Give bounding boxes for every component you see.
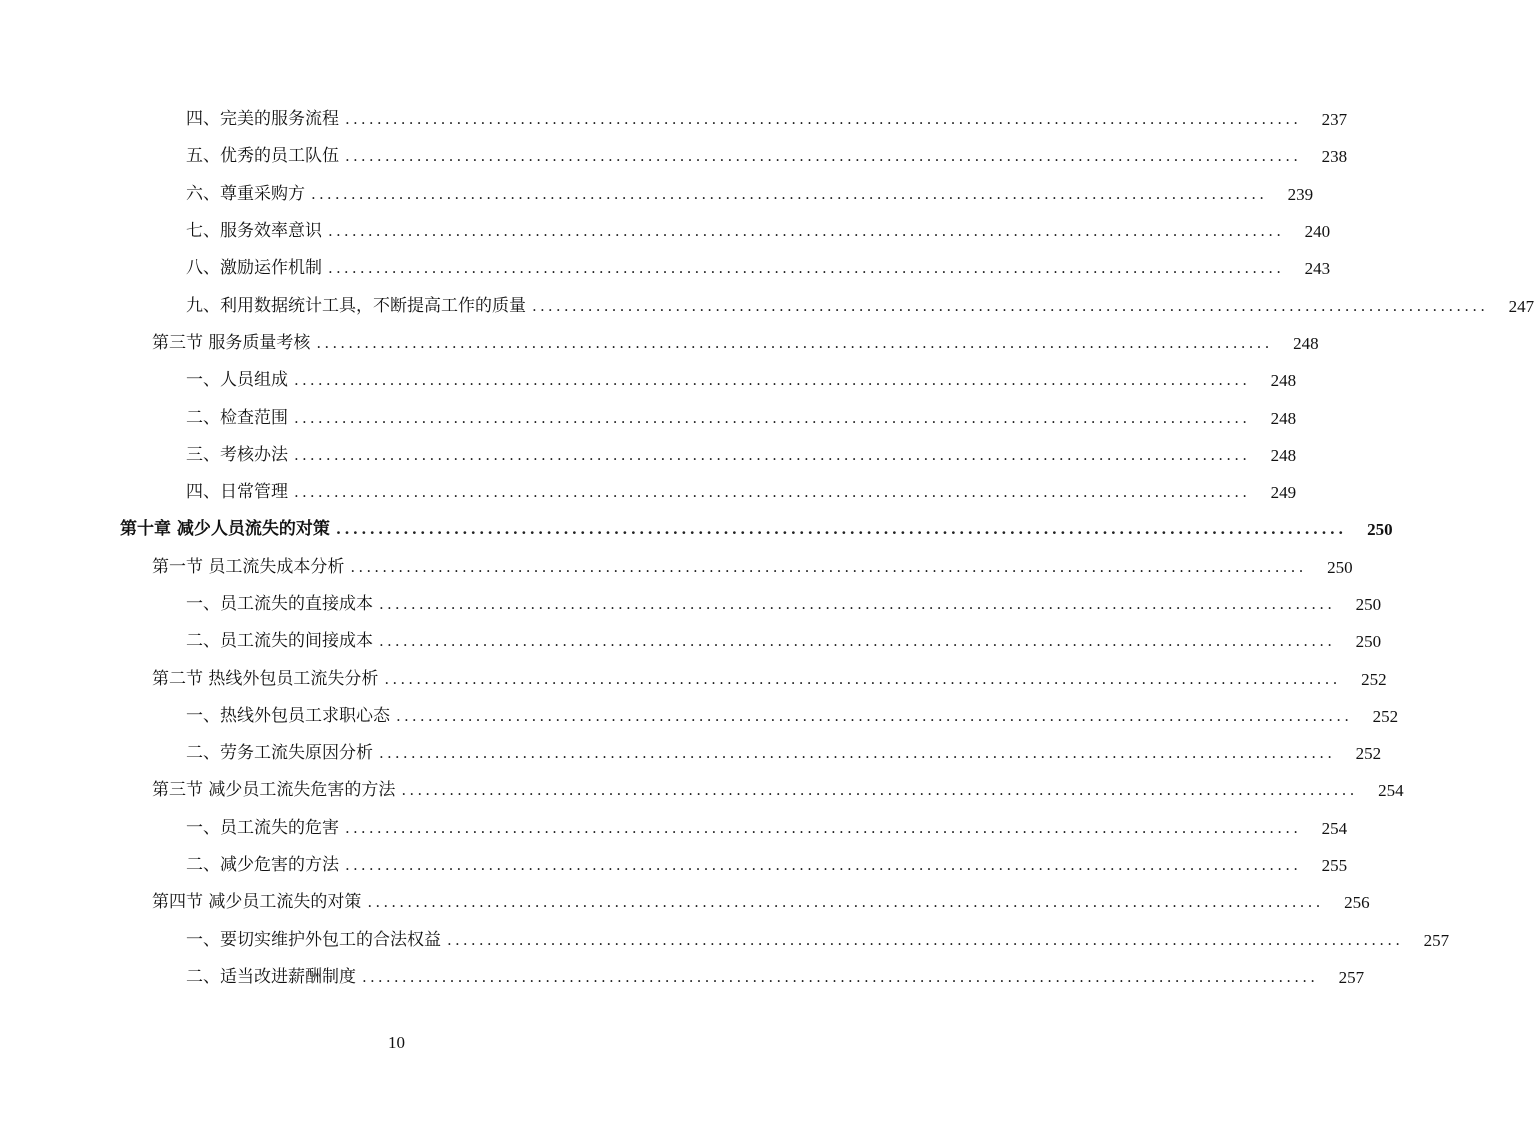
toc-entry-title: 九、利用数据统计工具，不断提高工作的质量	[186, 295, 526, 316]
dot-leader: ........................................................................................................................	[345, 856, 1302, 875]
toc-entry-page: 252	[1361, 669, 1387, 689]
toc-entry-item	[0, 810, 1348, 847]
toc-entry-title: 二、减少危害的方法	[186, 855, 339, 876]
toc-entry-item	[0, 847, 1348, 884]
toc-entry-item	[0, 437, 1297, 474]
toc-entry-section	[0, 549, 1353, 586]
toc-entry-title: 四、日常管理	[186, 482, 288, 503]
dot-leader: ........................................................................................................................	[362, 967, 1319, 986]
toc-entry-title: 一、员工流失的危害	[186, 817, 339, 838]
dot-leader: ........................................................................................................................	[345, 818, 1302, 837]
toc-entry-item	[0, 362, 1297, 399]
dot-leader: ........................................................................................................................	[311, 184, 1268, 203]
toc-entry-section	[0, 884, 1370, 921]
toc-entry-item	[0, 623, 1382, 660]
dot-leader: ........................................................................................................................	[328, 222, 1285, 241]
toc-entry-page: 248	[1293, 333, 1319, 353]
toc-entry-page: 239	[1287, 184, 1314, 204]
toc-entry-page: 256	[1344, 893, 1370, 913]
dot-leader: ........................................................................................................................	[294, 445, 1251, 464]
toc-entry-title: 第十章 减少人员流失的对策	[120, 519, 330, 540]
page-number: 10	[388, 1033, 405, 1052]
toc-entry-page: 252	[1372, 706, 1399, 726]
toc-entry-page: 250	[1355, 632, 1382, 652]
dot-leader: ........................................................................................................................	[384, 669, 1341, 688]
toc-entry-chapter	[0, 511, 1393, 548]
toc-entry-page: 249	[1270, 483, 1297, 503]
toc-entry-item	[0, 138, 1348, 175]
toc-entry-title: 一、热线外包员工求职心态	[186, 705, 390, 726]
toc-entry-page: 248	[1270, 371, 1297, 391]
toc-entry-page: 250	[1355, 595, 1382, 614]
toc-entry-title: 第二节 热线外包员工流失分析	[152, 668, 379, 689]
dot-leader: ........................................................................................................................	[396, 706, 1353, 725]
toc-entry-title: 四、完美的服务流程	[186, 109, 339, 130]
toc-entry-page: 250	[1327, 557, 1353, 577]
dot-leader: ........................................................................................................................	[350, 557, 1307, 576]
toc-entry-title: 五、优秀的员工队伍	[186, 146, 339, 167]
toc-entry-page: 243	[1304, 259, 1331, 279]
toc-entry-title: 三、考核办法	[186, 444, 288, 465]
dot-leader: ........................................................................................................................	[345, 110, 1302, 129]
toc-entry-page: 250	[1367, 520, 1393, 540]
toc-entry-page: 237	[1321, 110, 1348, 130]
toc-entry-title: 六、尊重采购方	[186, 183, 305, 204]
toc-entry-title: 第三节 服务质量考核	[152, 332, 311, 353]
toc-entry-section	[0, 660, 1387, 697]
toc-entry-title: 第三节 减少员工流失危害的方法	[152, 780, 396, 801]
toc-entry-title: 八、激励运作机制	[186, 258, 322, 279]
dot-leader: ........................................................................................................................	[532, 296, 1489, 315]
dot-leader: ........................................................................................................................	[328, 259, 1285, 278]
toc-entry-item	[0, 176, 1314, 213]
table-of-contents	[0, 101, 1534, 996]
toc-entry-item	[0, 399, 1297, 436]
dot-leader: ........................................................................................................................	[335, 520, 1347, 539]
toc-entry-page: 248	[1270, 408, 1297, 428]
toc-entry-item	[0, 586, 1382, 623]
toc-entry-title: 二、劳务工流失原因分析	[186, 743, 373, 764]
toc-entry-section	[0, 325, 1319, 362]
dot-leader: ........................................................................................................................	[367, 893, 1324, 912]
toc-entry-item	[0, 922, 1450, 959]
toc-entry-title: 一、员工流失的直接成本	[186, 594, 373, 614]
toc-entry-item	[0, 474, 1297, 511]
toc-entry-title: 一、人员组成	[186, 370, 288, 391]
toc-entry-title: 二、适当改进薪酬制度	[186, 966, 356, 987]
dot-leader: ........................................................................................................................	[294, 371, 1251, 390]
dot-leader: ........................................................................................................................	[294, 483, 1251, 502]
dot-leader: ........................................................................................................................	[345, 147, 1302, 166]
toc-entry-page: 254	[1378, 781, 1404, 801]
toc-entry-title: 第一节 员工流失成本分析	[152, 556, 345, 577]
toc-entry-page: 257	[1338, 967, 1365, 987]
toc-entry-page: 238	[1321, 147, 1348, 167]
toc-entry-title: 七、服务效率意识	[186, 221, 322, 242]
dot-leader: ........................................................................................................................	[379, 632, 1336, 651]
toc-entry-section	[0, 772, 1404, 809]
dot-leader: ........................................................................................................................	[379, 744, 1336, 763]
toc-entry-item	[0, 213, 1331, 250]
toc-entry-title: 第四节 减少员工流失的对策	[152, 892, 362, 913]
toc-entry-page: 247	[1508, 296, 1534, 316]
toc-entry-item	[0, 287, 1534, 324]
toc-entry-item	[0, 735, 1382, 772]
dot-leader: ........................................................................................................................	[447, 930, 1404, 949]
dot-leader: ........................................................................................................................	[316, 333, 1273, 352]
toc-entry-page: 254	[1321, 818, 1348, 838]
toc-entry-item	[0, 698, 1399, 735]
dot-leader: ........................................................................................................................	[379, 595, 1336, 613]
toc-entry-page: 257	[1423, 930, 1450, 950]
dot-leader: ........................................................................................................................	[294, 408, 1251, 427]
toc-entry-page: 240	[1304, 222, 1331, 242]
toc-entry-title: 二、员工流失的间接成本	[186, 631, 373, 652]
toc-entry-title: 二、检查范围	[186, 407, 288, 428]
toc-entry-item	[0, 250, 1331, 287]
toc-entry-page: 255	[1321, 856, 1348, 876]
dot-leader: ........................................................................................................................	[401, 781, 1358, 800]
toc-entry-title: 一、要切实维护外包工的合法权益	[186, 929, 441, 950]
toc-entry-item	[0, 959, 1365, 996]
toc-entry-page: 252	[1355, 744, 1382, 764]
toc-entry-item	[0, 101, 1348, 138]
toc-entry-page: 248	[1270, 445, 1297, 465]
